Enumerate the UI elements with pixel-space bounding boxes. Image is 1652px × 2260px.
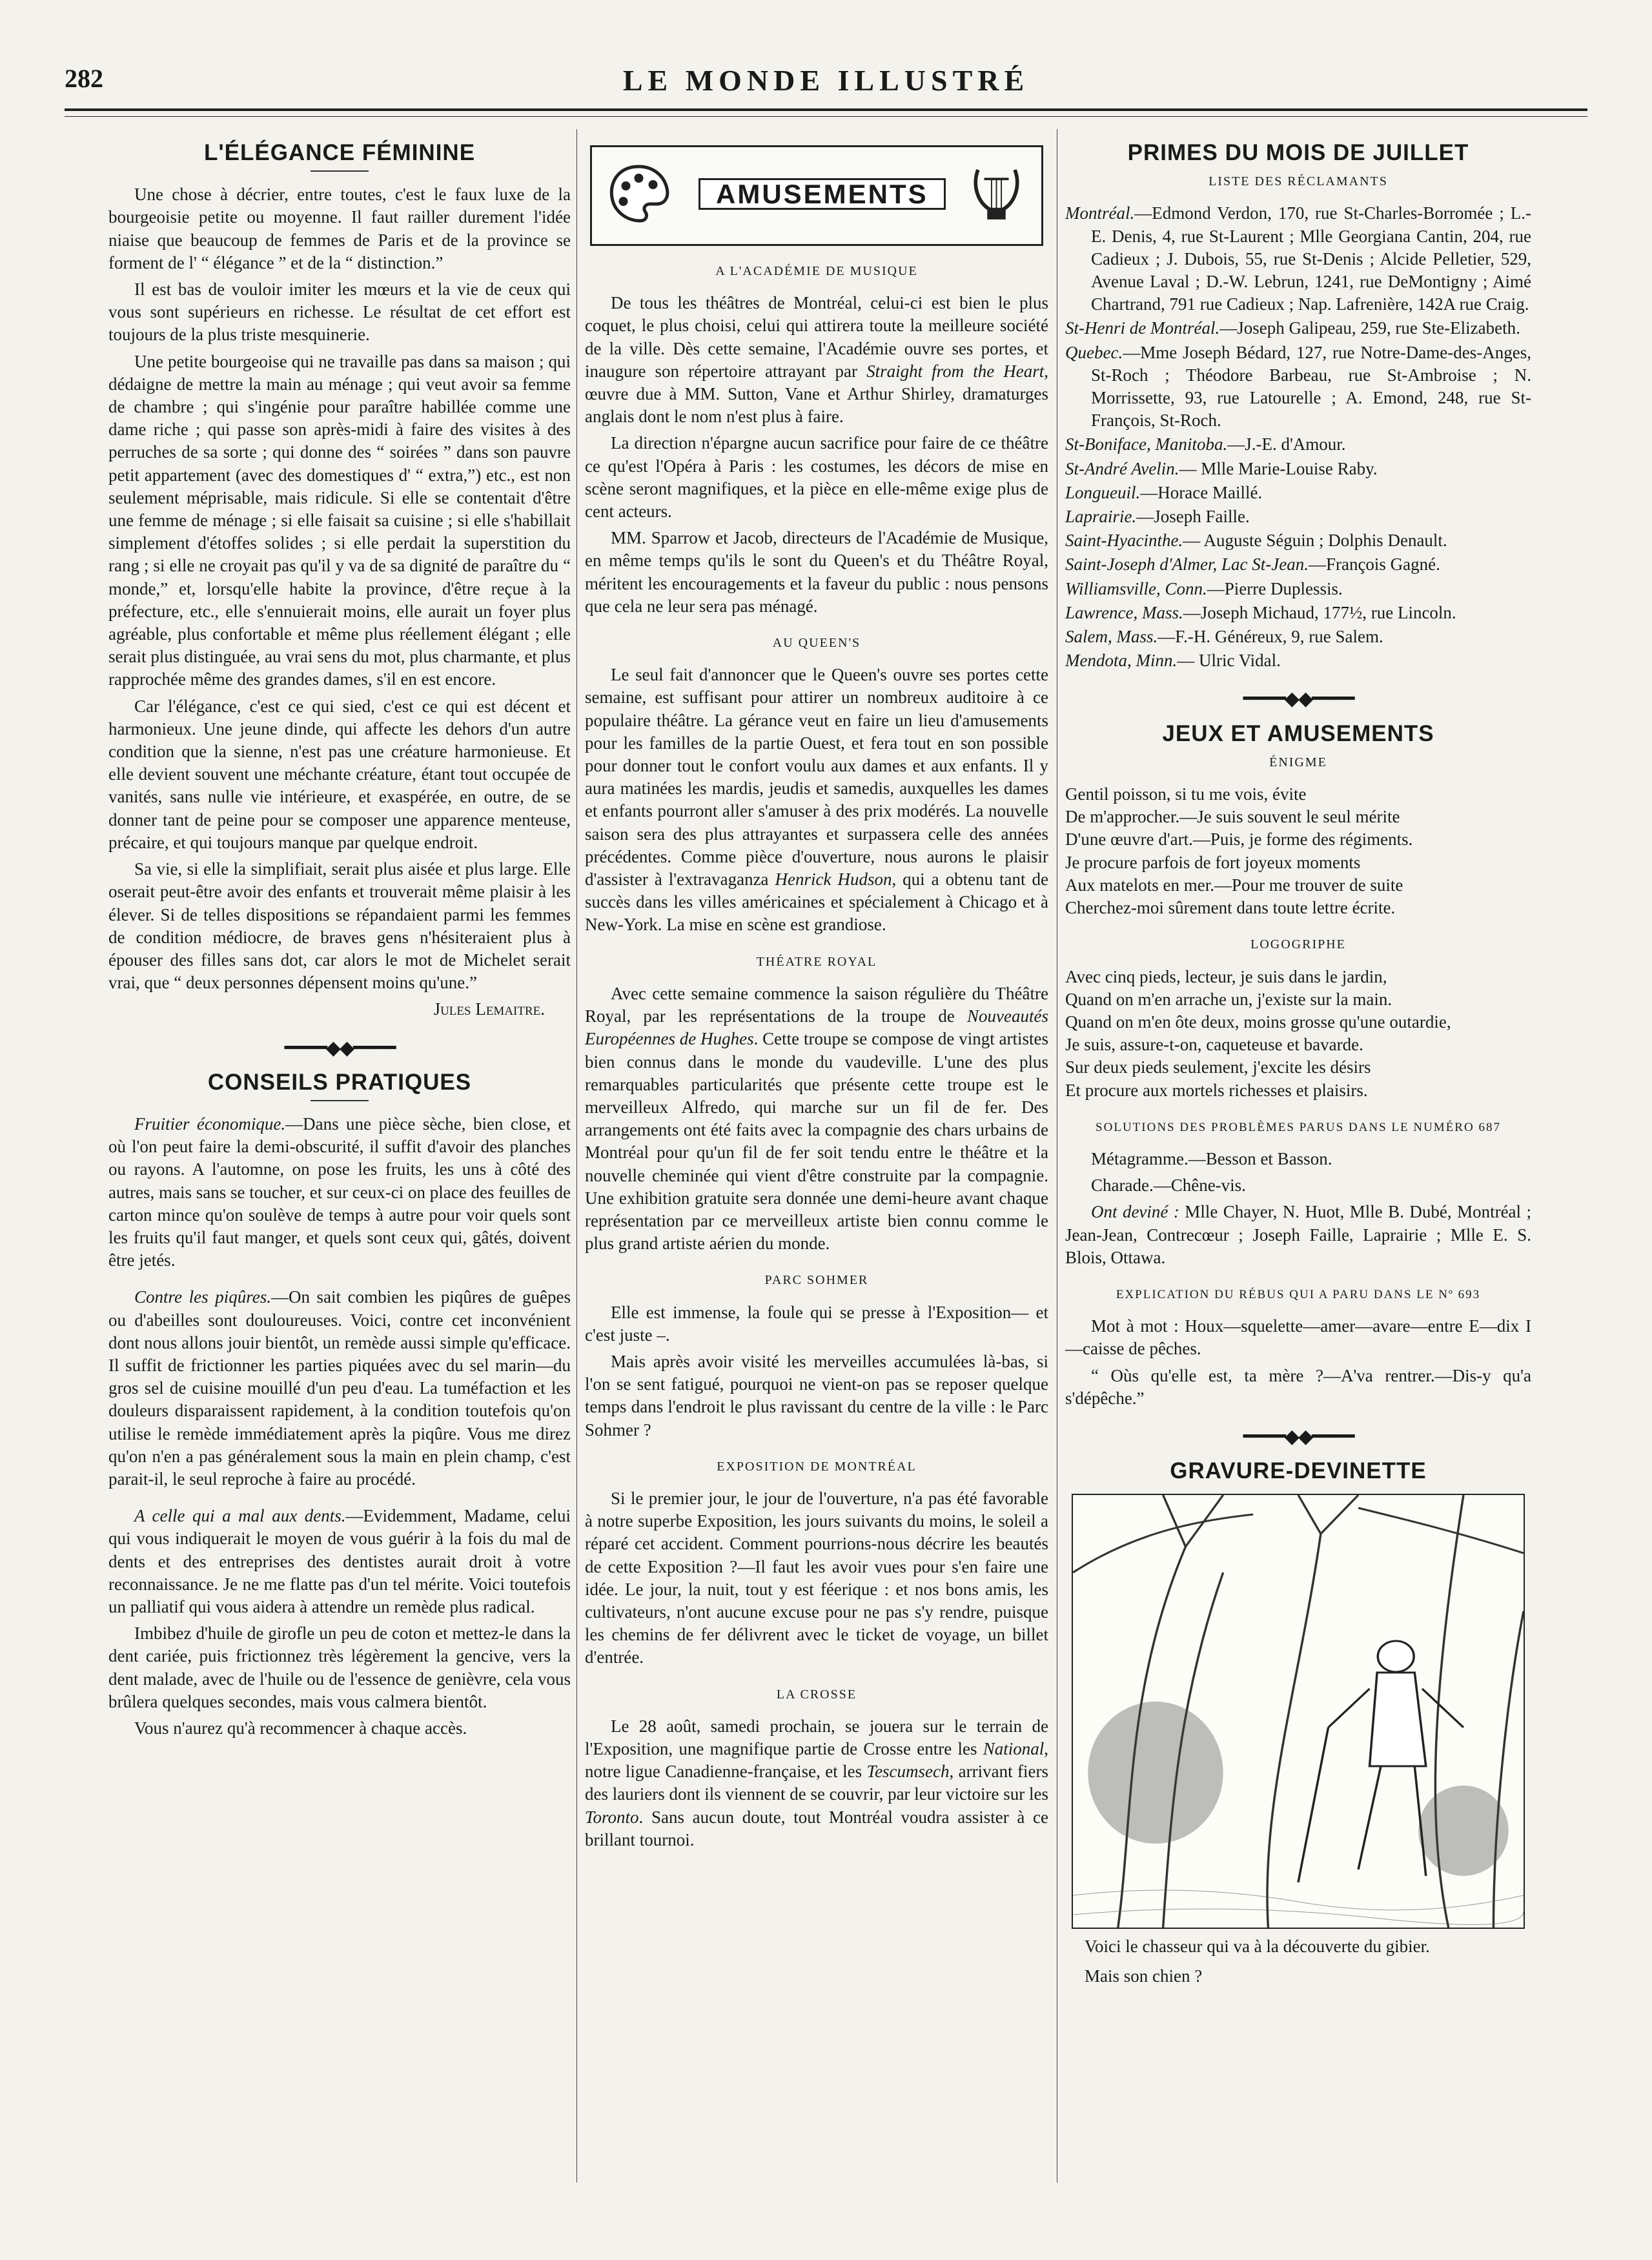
title-rule xyxy=(311,1100,369,1101)
paragraph: Une petite bourgeoise qui ne travaille pas dans sa maison ; qui dédaigne de mettre la main au ménage ; qui veut avoir sa femme de chambre ; qui s'ingénie pour paraître habillée comme une dame riche ; qui passe son après-midi à faire des visites à des perruches de sa sorte ; qui donne des “ soirées ” dans son pauvre petit appartement (avec des domestiques d' “ extra,”) etc., est non seulement méprisable, mais ridicule. Si elle se contentait d'être une femme de ménage ; si elle faisait sa cuisine ; si elle s'habillait simplement d'étoffes solides ; si elle perdait la superstition du rang ; si elle ne croyait pas qu'il y va de sa dignité de paraître du “ monde,” et, lorsqu'elle habite la province, d'être reçue à la préfecture, etc., elle s'ennuierait moins, elle aurait un foyer plus agréable, plus confortable et même plus réellement élégant ; elle serait plus distinguée, au vrai sens du mot, plus charmante, et plus rapprochée même des grandes dames, s'il en est encore. xyxy=(108,351,571,689)
poem-line: D'une œuvre d'art.—Puis, je forme des régiments. xyxy=(1065,830,1413,850)
claimant-entry xyxy=(1065,553,1531,576)
claimant-entry xyxy=(1065,578,1531,600)
claimant-place: Lawrence, Mass. xyxy=(1065,602,1183,622)
claimant-entry xyxy=(1065,433,1531,456)
claimant-names: —Horace Maillé. xyxy=(1140,482,1263,502)
claimant-entry xyxy=(1065,505,1531,528)
paragraph xyxy=(108,1286,571,1491)
poem-line: Je procure parfois de fort joyeux moments xyxy=(1065,852,1361,872)
amusements-banner xyxy=(590,145,1043,246)
poem-line: Quand on m'en arrache un, j'existe sur la main. xyxy=(1065,989,1392,1009)
paragraph-text: , notre ligue Canadienne-française, et les xyxy=(585,1738,1048,1782)
paragraph-text: De tous les théâtres de Montréal, celui-ci est bien le plus coquet, le plus choisi, celui qui attirera toute la meilleure société de la ville. Dès cette semaine, l'Académie ouvre ses portes, et inaugure son répertoire attrayant par xyxy=(585,293,1048,381)
paragraph-text: Le 28 août, samedi prochain, se jouera sur le terrain de l'Exposition, une magnifique partie de Crosse entre les xyxy=(585,1716,1048,1758)
claimant-entry xyxy=(1065,202,1531,316)
paragraph-text: Le seul fait d'annoncer que le Queen's ouvre ses portes cette semaine, est suffisant pour attirer un nombreux auditoire à ce populaire théâtre. La gérance veut en faire un lieu d'amusements pour les familles de la partie Ouest, et fera tout en son possible pour donner tout le confort voulu aux dames et aux enfants. Il y aura matinées les mardis, jeudis et samedis, auxquelles les dames et enfants pourront aller s'amuser à des prix modérés. La nouvelle saison sera des plus attrayantes et surpassera celle des années précédentes. Comme pièce d'ouverture, nous aurons le plaisir d'assister à l'extravaganza xyxy=(585,665,1048,890)
paragraph xyxy=(585,1715,1048,1851)
claimant-entry xyxy=(1065,602,1531,624)
paragraph-text: , œuvre due à MM. Sutton, Vane et Arthur Shirley, dramaturges anglais dont le nom n'est plus à faire. xyxy=(585,361,1048,427)
paragraph: Si le premier jour, le jour de l'ouverture, n'a pas été favorable à notre superbe Exposition, les jours suivants du moins, le soleil a réparé cet accident. Comment pourrions-nous décrire les beautés de cette Exposition ?—Il faut les avoir vues pour s'en faire une idée. Le jour, la nuit, tout y est féerique : et nos bons amis, les cultivateurs, n'ont aucune excuse pour ne pas s'y rendre, puisque les chemins de fer délivrent avec le ticket de voyage, un billet d'entrée. xyxy=(585,1488,1048,1667)
ornament-divider: ━━━━◆◆━━━━ xyxy=(284,1037,395,1059)
claimant-names: —François Gagné. xyxy=(1308,555,1440,575)
section-title: L'ÉLÉGANCE FÉMININE xyxy=(203,140,476,165)
subheading: THÉATRE ROYAL xyxy=(756,954,877,969)
claimant-names: — Auguste Séguin ; Dolphis Denault. xyxy=(1183,531,1447,551)
poem-line: Cherchez-moi sûrement dans toute lettre écrite. xyxy=(1065,898,1396,918)
lyre-icon xyxy=(966,159,1027,230)
paragraph: Il est bas de vouloir imiter les mœurs et la vie de ceux qui vous sont supérieurs en richesse. Le résultat de cet effort est toujours de la plus triste mesquinerie. xyxy=(108,280,571,345)
claimant-entry xyxy=(1065,458,1531,480)
subheading: EXPLICATION DU RÉBUS QUI A PARU DANS LE Nº 693 xyxy=(1116,1287,1481,1301)
paragraph xyxy=(108,1505,571,1618)
header-rule-thin xyxy=(65,116,1587,117)
claimant-names: —J.-E. d'Amour. xyxy=(1227,434,1346,454)
poem-line: Gentil poisson, si tu me vois, évite xyxy=(1065,784,1307,804)
ornament-divider: ━━━━◆◆━━━━ xyxy=(1243,688,1354,710)
subheading: LISTE DES RÉCLAMANTS xyxy=(1208,174,1388,189)
paragraph-text: . Cette troupe se compose de vingt artistes bien connus dans le monde du vaudeville. L'une des plus remarquables particularités que présente cette troupe est le merveilleux Alfredo, qui marche sur un fil de fer. Des arrangements ont été faits avec la compagnie des chars urbains de Montréal pour qu'un fil de fer soit tendu entre le théâtre et la nouvelle cheminée qui vient d'être construite par la compagnie. Une exhibition gratuite sera donnée une demi-heure avant chaque représentation par ce merveilleux artiste bien connu comme le plus grand artiste aérien du monde. xyxy=(585,1029,1049,1254)
paragraph-text: . Sans aucun doute, tout Montréal voudra assister à ce brillant tournoi. xyxy=(585,1807,1048,1849)
poem-line: Je suis, assure-t-on, caqueteuse et bavarde. xyxy=(1065,1035,1363,1055)
section-title: PRIMES DU MOIS DE JUILLET xyxy=(1127,140,1469,165)
claimant-place: St-Boniface, Manitoba. xyxy=(1065,434,1228,454)
column-1 xyxy=(108,132,571,1744)
header-rule xyxy=(65,108,1587,111)
section-title: CONSEILS PRATIQUES xyxy=(207,1069,472,1095)
claimant-place: Saint-Hyacinthe. xyxy=(1065,531,1183,551)
claimant-names: — Mlle Marie-Louise Raby. xyxy=(1179,458,1378,478)
claimant-entry xyxy=(1065,626,1531,648)
poem-line: De m'approcher.—Je suis souvent le seul mérite xyxy=(1065,807,1400,827)
subheading: LOGOGRIPHE xyxy=(1250,937,1346,952)
engraving-caption: Mais son chien ? xyxy=(1085,1966,1203,1986)
play-title: Henrick Hudson xyxy=(775,870,892,890)
claimant-place: Montréal. xyxy=(1065,203,1135,223)
paragraph-text: Mlle Chayer, N. Huot, Mlle B. Dubé, Montréal ; Jean-Jean, Contrecœur ; Joseph Faille, Laprairie ; Mlle E. S. Blois, Ottawa. xyxy=(1065,1202,1531,1267)
paragraph: “ Oùs qu'elle est, ta mère ?—A'va rentrer.—Dis-y qu'a s'dépêche.” xyxy=(1065,1365,1531,1408)
claimant-names: —Edmond Verdon, 170, rue St-Charles-Borromée ; L.-E. Denis, 4, rue St-Laurent ; Mlle Georgiana Cantin, 204, rue Cadieux ; J. Dubois, 55, rue St-Denis ; Alcide Pelletier, 529, Avenue Laval ; D.-W. Lebrun, 1241, rue DeMontigny ; Aimé Chartrand, 791 rue Cadieux ; Nap. Lafrenière, 142A rue Craig. xyxy=(1091,203,1531,314)
team-name: Toronto xyxy=(585,1807,639,1827)
paragraph: Une chose à décrier, entre toutes, c'est le faux luxe de la bourgeoisie petite ou moyenne. Il faut railler durement l'idée niaise que beaucoup de femmes de Paris et de la province se forment de l' “ élégance ” et de la “ distinction.” xyxy=(108,185,571,272)
claimant-place: Quebec. xyxy=(1065,342,1123,362)
subheading: PARC SOHMER xyxy=(764,1273,869,1288)
paragraph xyxy=(108,1113,571,1272)
masthead: LE MONDE ILLUSTRÉ xyxy=(622,64,1030,97)
column-3 xyxy=(1065,132,1531,1991)
claimant-entry xyxy=(1065,529,1531,552)
paragraph: Vous n'aurez qu'à recommencer à chaque accès. xyxy=(134,1718,467,1738)
paragraph xyxy=(585,292,1048,428)
claimant-place: Longueuil. xyxy=(1065,482,1141,502)
paragraph-lead: Fruitier économique. xyxy=(134,1114,286,1134)
paragraph-lead: Contre les piqûres. xyxy=(134,1287,271,1307)
subheading: ÉNIGME xyxy=(1269,755,1327,769)
hunter-forest-illustration xyxy=(1073,1495,1524,1928)
page-number: 282 xyxy=(65,64,103,93)
paragraph-text: , qui a obtenu tant de succès dans les villes américaines et spécialement à Chicago et à New-York. La mise en scène est grandiose. xyxy=(585,870,1048,935)
paragraph: La direction n'épargne aucun sacrifice pour faire de ce théâtre ce qu'est l'Opéra à Paris : les costumes, les décors de mise en scène seront magnifiques, et la pièce en elle-même exige plus de cent acteurs. xyxy=(585,433,1048,522)
paragraph: Mot à mot : Houx—squelette—amer—avare—entre E—dix I—caisse de pêches. xyxy=(1065,1316,1531,1359)
enigme-poem xyxy=(1065,783,1531,919)
claimant-names: — Ulric Vidal. xyxy=(1177,651,1281,671)
play-title: Straight from the Heart xyxy=(866,361,1045,381)
claimant-entry xyxy=(1065,649,1531,672)
poem-line: Sur deux pieds seulement, j'excite les désirs xyxy=(1065,1057,1371,1077)
team-name: National xyxy=(983,1738,1045,1758)
paragraph xyxy=(585,664,1048,936)
claimant-names: —Joseph Galipeau, 259, rue Ste-Elizabeth. xyxy=(1219,318,1520,338)
claimant-entry xyxy=(1065,317,1531,340)
subheading: A L'ACADÉMIE DE MUSIQUE xyxy=(715,264,918,278)
column-2 xyxy=(585,132,1048,1855)
claimants-list xyxy=(1065,202,1531,672)
paragraph: Sa vie, si elle la simplifiait, serait plus aisée et plus large. Elle oserait peut-être avoir des enfants et trouverait même plaisir à les élever. Si de telles dispositions se répandaient parmi les femmes de condition médiocre, de braves gens n'hésiteraient plus à épouser des filles sans dot, car alors le mot de Michelet serait vrai, que “ deux personnes dépensent moins qu'une.” xyxy=(108,859,571,993)
claimant-place: Saint-Joseph d'Almer, Lac St-Jean. xyxy=(1065,555,1309,575)
poem-line: Quand on m'en ôte deux, moins grosse qu'une outardie, xyxy=(1065,1012,1451,1032)
paragraph: Charade.—Chêne-vis. xyxy=(1091,1176,1246,1196)
palette-icon xyxy=(605,161,673,226)
paragraph-text: —On sait combien les piqûres de guêpes ou d'abeilles sont douloureuses. Voici, contre cet inconvénient dont nous allons jouir bientôt, un remède aussi simple qu'efficace. Il suffit de frictionner les parties piquées avec du sel marin—du gros sel de cuisine mouillé d'un peu d'eau. La tuméfaction et les douleurs disparaissent rapidement, à la condition toutefois qu'on utilise le remède immédiatement après la piqûre. Vous me direz qu'on n'en a pas généralement sous la main en plein champ, c'est parait-il, le seul reproche à faire au procédé. xyxy=(108,1287,571,1489)
paragraph: Mais après avoir visité les merveilles accumulées là-bas, si l'on se sent fatigué, pourquoi ne vient-on pas se reposer quelque temps dans l'endroit le plus ravissant du centre de la ville : le Parc Sohmer ? xyxy=(585,1351,1048,1440)
claimant-names: —Joseph Faille. xyxy=(1136,507,1250,527)
claimant-place: Williamsville, Conn. xyxy=(1065,578,1207,598)
paragraph xyxy=(1065,1201,1531,1269)
claimant-names: —F.-H. Généreux, 9, rue Salem. xyxy=(1157,627,1383,647)
author-signature: Jules Lemaitre. xyxy=(433,999,545,1019)
column-divider xyxy=(576,129,577,2183)
poem-line: Aux matelots en mer.—Pour me trouver de suite xyxy=(1065,875,1403,895)
paragraph-text: —Evidemment, Madame, celui qui vous indiquerait le moyen de vous guérir à la fois du mal de dents et des entreprises des dentistes aurait droit à votre reconnaissance. Je ne me flatte pas d'un tel mérite. Voici toutefois un palliatif qui vous aidera à attendre un remède plus radical. xyxy=(108,1506,571,1616)
paragraph: Imbibez d'huile de girofle un peu de coton et mettez-le dans la dent cariée, puis frictionnez très légèrement la gencive, vers la dent malade, avec de l'huile ou de l'essence de genièvre, cela vous brûlera quelques secondes, mais vous calmera bientôt. xyxy=(108,1624,571,1711)
claimant-entry xyxy=(1065,341,1531,433)
paragraph-lead: Ont deviné : xyxy=(1091,1202,1179,1222)
troupe-name: Nouveautés Européennes de Hughes xyxy=(585,1006,1048,1049)
engraving-caption: Voici le chasseur qui va à la découverte du gibier. xyxy=(1085,1937,1430,1957)
team-name: Tescumsech xyxy=(866,1762,950,1782)
claimant-names: —Joseph Michaud, 177½, rue Lincoln. xyxy=(1183,602,1456,622)
subheading: LA CROSSE xyxy=(776,1687,857,1702)
subheading: SOLUTIONS DES PROBLÈMES PARUS DANS LE NUMÉRO 687 xyxy=(1096,1120,1501,1134)
paragraph: Elle est immense, la foule qui se presse à l'Exposition— et c'est juste –. xyxy=(585,1302,1048,1345)
banner-title: AMUSEMENTS xyxy=(699,178,946,210)
paragraph-text: , arrivant fiers des lauriers dont ils viennent de se couvrir, par leur victoire sur les xyxy=(585,1762,1048,1804)
poem-line: Et procure aux mortels richesses et plaisirs. xyxy=(1065,1080,1368,1100)
section-title: GRAVURE-DEVINETTE xyxy=(1170,1458,1427,1484)
logogriphe-poem xyxy=(1065,966,1531,1102)
section-title: JEUX ET AMUSEMENTS xyxy=(1162,720,1434,746)
claimant-place: Laprairie. xyxy=(1065,507,1137,527)
paragraph xyxy=(585,982,1048,1255)
title-rule xyxy=(311,170,369,172)
claimant-place: Mendota, Minn. xyxy=(1065,651,1178,671)
claimant-entry xyxy=(1065,482,1531,504)
paragraph-text: —Dans une pièce sèche, bien close, et où l'on peut faire la demi-obscurité, il suffit d'avoir des planches ou rayons. A l'automne, on pose les fruits, les uns à côté des autres, mais sans se toucher, et sur ceux-ci on place des feuilles de carton mince qu'on soulève de temps à autre pour voir quels sont les fruits qu'il faut manger, et quels sont ceux qui, gâtés, doivent être jetés. xyxy=(108,1114,571,1270)
paragraph-text: Avec cette semaine commence la saison régulière du Théâtre Royal, par les représentations de la troupe de xyxy=(585,983,1048,1026)
subheading: EXPOSITION DE MONTRÉAL xyxy=(717,1459,917,1474)
poem-line: Avec cinq pieds, lecteur, je suis dans le jardin, xyxy=(1065,966,1387,986)
paragraph: MM. Sparrow et Jacob, directeurs de l'Académie de Musique, en même temps qu'ils le sont du Queen's et du Théâtre Royal, méritent les encouragements et la faveur du public : nous pensons que cela ne leur sera pas ménagé. xyxy=(585,528,1048,616)
paragraph-lead: A celle qui a mal aux dents. xyxy=(134,1506,346,1526)
paragraph: Car l'élégance, c'est ce qui sied, c'est ce qui est décent et harmonieux. Une jeune dinde, qui affecte les dehors d'un autre condition que la sienne, n'est pas une créature harmonieuse. Et elle devient souvent une méchante créature, étant tout occupée de vanités, sans nulle vie intérieure, et exaspérée, en outre, de se donner tant de peine pour se composer une apparence menteuse, précaire, et qui toujours manque par quelque endroit. xyxy=(108,696,571,852)
claimant-names: —Mme Joseph Bédard, 127, rue Notre-Dame-des-Anges, St-Roch ; Théodore Barbeau, rue St-Ambroise ; N. Morrissette, 93, rue Latourelle ; A. Emond, 248, rue St-François, St-Roch. xyxy=(1091,342,1531,431)
paragraph: Métagramme.—Besson et Basson. xyxy=(1091,1148,1332,1168)
claimant-place: Salem, Mass. xyxy=(1065,627,1158,647)
subheading: AU QUEEN'S xyxy=(772,636,861,651)
claimant-names: —Pierre Duplessis. xyxy=(1207,578,1343,598)
ornament-divider: ━━━━◆◆━━━━ xyxy=(1243,1425,1354,1447)
claimant-place: St-Henri de Montréal. xyxy=(1065,318,1220,338)
puzzle-engraving xyxy=(1072,1494,1525,1929)
claimant-place: St-André Avelin. xyxy=(1065,458,1179,478)
